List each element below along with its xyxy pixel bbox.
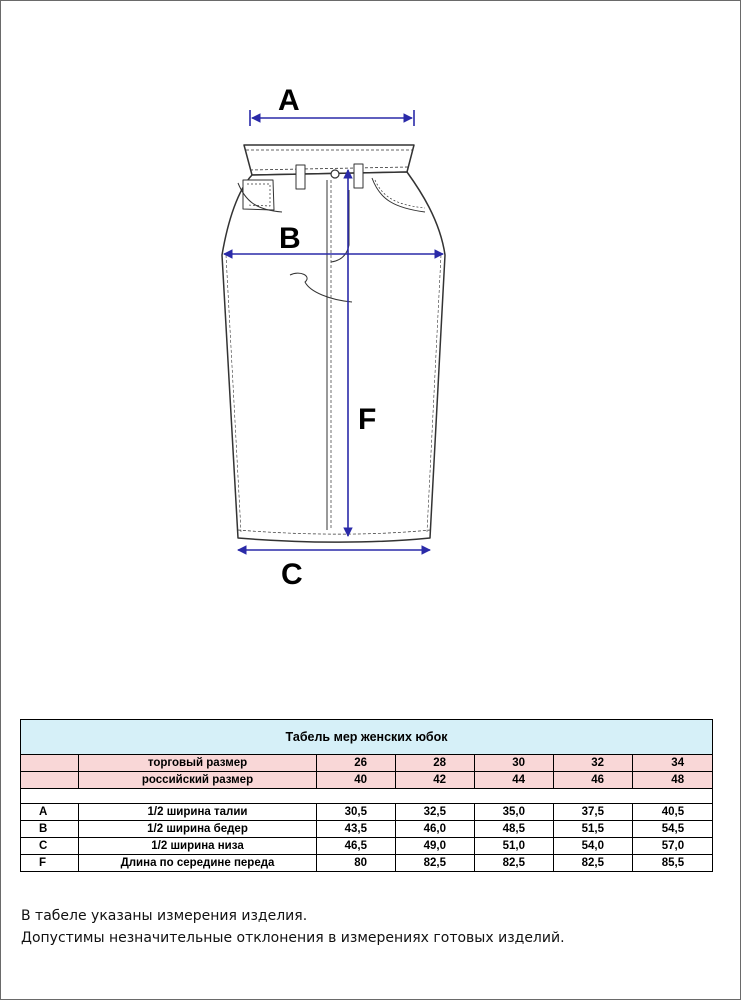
table-cell: 82,5	[554, 855, 633, 872]
table-cell: 35,0	[475, 804, 554, 821]
table-cell: 37,5	[554, 804, 633, 821]
table-cell: 26	[317, 755, 396, 772]
table-cell: 85,5	[633, 855, 713, 872]
table-cell: 46	[554, 772, 633, 789]
row-label: 1/2 ширина низа	[79, 838, 317, 855]
row-code: A	[21, 804, 79, 821]
row-code: F	[21, 855, 79, 872]
label-b: B	[279, 222, 301, 255]
table-cell: 82,5	[396, 855, 475, 872]
row-code: B	[21, 821, 79, 838]
table-cell: 42	[396, 772, 475, 789]
row-label: 1/2 ширина талии	[79, 804, 317, 821]
table-cell: 40	[317, 772, 396, 789]
label-c: C	[281, 558, 303, 591]
table-row	[21, 855, 713, 872]
table-cell: 80	[317, 855, 396, 872]
label-a: A	[278, 84, 300, 117]
row-code: C	[21, 838, 79, 855]
table-cell: 30,5	[317, 804, 396, 821]
table-cell: 34	[633, 755, 713, 772]
table-spacer-row	[21, 789, 713, 804]
trade-size-label: торговый размер	[79, 755, 317, 772]
table-cell: 54,0	[554, 838, 633, 855]
table-cell: 46,5	[317, 838, 396, 855]
label-f: F	[358, 403, 377, 436]
table-cell: 48,5	[475, 821, 554, 838]
notes	[21, 905, 565, 949]
table-cell: 57,0	[633, 838, 713, 855]
table-row	[21, 838, 713, 855]
table-cell: 51,0	[475, 838, 554, 855]
table-cell: 43,5	[317, 821, 396, 838]
row-label: 1/2 ширина бедер	[79, 821, 317, 838]
table-cell: 40,5	[633, 804, 713, 821]
table-cell: 30	[475, 755, 554, 772]
table-cell: 51,5	[554, 821, 633, 838]
note-line-1: В табеле указаны измерения изделия.	[21, 908, 308, 924]
table-row	[21, 821, 713, 838]
table-cell: 49,0	[396, 838, 475, 855]
table-cell: 28	[396, 755, 475, 772]
skirt-outline	[222, 145, 445, 542]
table-title: Табель мер женских юбок	[21, 720, 713, 755]
table-row	[21, 804, 713, 821]
size-table	[20, 719, 713, 872]
table-cell: 44	[475, 772, 554, 789]
table-cell: 32	[554, 755, 633, 772]
ru-size-label: российский размер	[79, 772, 317, 789]
trade-size-row	[21, 755, 713, 772]
table-cell: 54,5	[633, 821, 713, 838]
ru-size-row	[21, 772, 713, 789]
table-cell: 48	[633, 772, 713, 789]
table-cell: 46,0	[396, 821, 475, 838]
note-line-2: Допустимы незначительные отклонения в измерениях готовых изделий.	[21, 930, 565, 946]
table-cell: 32,5	[396, 804, 475, 821]
table-cell: 82,5	[475, 855, 554, 872]
table-title-row	[21, 720, 713, 755]
row-label: Длина по середине переда	[79, 855, 317, 872]
